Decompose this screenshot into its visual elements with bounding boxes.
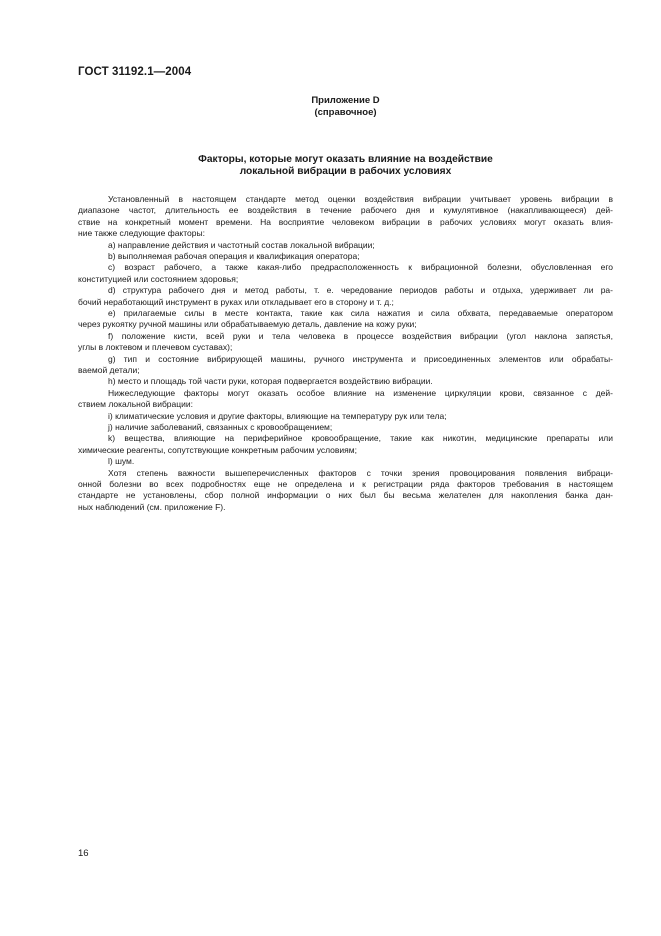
list-item: k) вещества, влияющие на периферийное кровообращение, такие как никотин, медицинские препараты или xyxy=(108,433,613,444)
list-item: h) место и площадь той части руки, которая подвергается воздействию вибрации. xyxy=(108,376,433,387)
annex-status: (справочное) xyxy=(314,107,377,118)
paragraph-line: Хотя степень важности вышеперечисленных факторов с точки зрения провоцирования появления вибраци- xyxy=(108,467,613,478)
list-item: d) структура рабочего дня и метод работы, т. е. чередование периодов работы и отдыха, удерживает ли ра- xyxy=(108,285,613,296)
list-item: a) направление действия и частотный состав локальной вибрации; xyxy=(108,239,375,250)
list-item-continuation: ваемой детали; xyxy=(78,364,140,375)
document-code: ГОСТ 31192.1—2004 xyxy=(78,66,192,78)
paragraph-line: Установленный в настоящем стандарте метод оценки воздействия вибрации учитывает уровень вибрации в xyxy=(108,194,613,204)
paragraph-line: диапазоне частот, длительность ее воздействия в течение рабочего дня и кумулятивное (накапливающееся) дей- xyxy=(78,205,613,216)
paragraph-line: ных наблюдений (см. приложение F). xyxy=(78,501,226,512)
paragraph-line: стандарте не установлены, сбор полной информации о них был бы весьма желателен для накопления банка дан- xyxy=(78,490,613,501)
body-text xyxy=(78,194,613,513)
list-item: b) выполняемая рабочая операция и квалификация оператора; xyxy=(108,250,360,261)
list-item: c) возраст рабочего, а также какая-либо предрасположенность к вибрационной болезни, обусловленная его xyxy=(108,262,613,273)
list-item-continuation: углы в локтевом и плечевом суставах); xyxy=(78,342,233,353)
paragraph-line: Нижеследующие факторы могут оказать особое влияние на изменение циркуляции крови, связанное с дей- xyxy=(108,387,613,398)
annex-title-line: Факторы, которые могут оказать влияние на воздействие xyxy=(198,154,493,165)
list-item: l) шум. xyxy=(108,456,135,467)
paragraph-line: онной болезни во всех подробностях еще не определена и к регистрации ряда факторов требования в настоящем xyxy=(78,478,613,489)
paragraph-line: ние также следующие факторы: xyxy=(78,228,205,239)
list-item-continuation: химические реагенты, сопутствующие конкретным рабочим условиям; xyxy=(78,444,357,455)
list-item-continuation: через рукоятку ручной машины или обрабатываемую деталь, давление на кожу руки; xyxy=(78,319,417,330)
list-item: j) наличие заболеваний, связанных с кровообращением; xyxy=(108,421,333,432)
annex-label: Приложение D xyxy=(311,95,380,106)
list-item: f) положение кисти, всей руки и тела человека в процессе воздействия вибрации (угол наклона запястья, xyxy=(108,330,613,341)
paragraph-line: ствие на конкретный момент времени. На восприятие человеком вибрации в рабочих условиях могут оказать влия- xyxy=(78,216,613,227)
page-number: 16 xyxy=(78,848,89,859)
list-item: g) тип и состояние вибрирующей машины, ручного инструмента и присоединенных элементов или обрабаты- xyxy=(108,353,613,364)
annex-heading xyxy=(0,95,661,119)
annex-title xyxy=(0,154,661,178)
list-item-continuation: конституцией или состоянием здоровья; xyxy=(78,273,239,284)
list-item-continuation: бочий неработающий инструмент в руках или откладывает его в сторону и т. д.; xyxy=(78,296,394,307)
list-item: i) климатические условия и другие факторы, влияющие на температуру рук или тела; xyxy=(108,410,447,421)
list-item: e) прилагаемые силы в месте контакта, такие как сила нажатия и сила обхвата, передаваемые оператором xyxy=(108,307,613,318)
annex-title-line: локальной вибрации в рабочих условиях xyxy=(239,166,452,177)
paragraph-line: ствием локальной вибрации: xyxy=(78,399,193,410)
